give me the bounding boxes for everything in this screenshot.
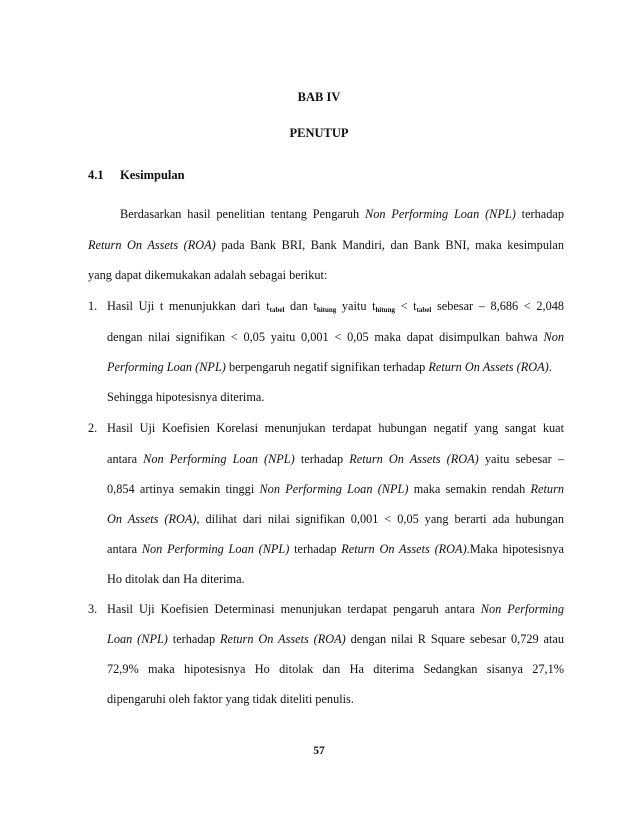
italic-term: Return	[530, 482, 564, 496]
intro-line-2	[88, 237, 564, 253]
text: berpengaruh negatif signifikan terhadap	[225, 360, 429, 374]
italic-term: Return On Assets (ROA)	[220, 632, 346, 646]
italic-term: Return On Assets (ROA)	[341, 542, 467, 556]
item3-line-3: 72,9% maka hipotesisnya Ho ditolak dan Ha diterima Sedangkan sisanya 27,1%	[107, 662, 564, 676]
list-number: 2.	[88, 421, 98, 435]
italic-term: Non	[543, 330, 564, 344]
text: maka semakin rendah	[408, 482, 531, 496]
text: antara	[107, 542, 142, 556]
text: yaitu sebesar –	[478, 452, 564, 466]
text: Hasil Uji Koefisien Determinasi menunjukan terdapat pengaruh antara	[107, 602, 481, 616]
text: dilihat dari nilai signifikan 0,001 < 0,05 yang berarti ada hubungan	[199, 512, 564, 526]
subscript: tabel	[416, 306, 432, 314]
italic-term: Non Performing Loan (NPL)	[143, 452, 295, 466]
text: .	[548, 360, 552, 374]
intro-line-1	[120, 206, 564, 222]
subscript: hitung	[316, 306, 337, 314]
text: sebesar – 8,686 < 2,048	[431, 299, 565, 313]
text: terhadap	[167, 632, 221, 646]
intro-line-3: yang dapat dikemukakan adalah sebagai berikut:	[88, 268, 328, 282]
item1-line-2	[107, 329, 564, 345]
italic-term: On Assets (ROA),	[107, 512, 200, 526]
subscript: hitung	[375, 306, 395, 314]
text: dan t	[284, 299, 317, 313]
item3-line-1	[107, 601, 564, 617]
item2-line-5	[107, 541, 564, 557]
section-number: 4.1	[88, 168, 104, 182]
chapter-heading: BAB IV	[297, 90, 341, 104]
text: terhadap	[289, 542, 342, 556]
chapter-title: PENUTUP	[289, 126, 349, 140]
italic-term: Non Performing Loan (NPL)	[365, 207, 516, 221]
text: terhadap	[515, 207, 564, 221]
text: 0,854 artinya semakin tinggi	[107, 482, 260, 496]
section-title: Kesimpulan	[120, 168, 185, 182]
item2-line-1: Hasil Uji Koefisien Korelasi menunjukan terdapat hubungan negatif yang sangat kuat	[107, 421, 564, 435]
text: < t	[394, 299, 417, 313]
item1-line-1	[107, 298, 564, 318]
item2-line-2	[107, 451, 564, 467]
text: terhadap	[294, 452, 350, 466]
list-number: 3.	[88, 602, 98, 616]
text: dengan nilai R Square sebesar 0,729 atau	[345, 632, 564, 646]
list-number: 1.	[88, 299, 98, 313]
italic-term: Loan (NPL)	[107, 632, 168, 646]
italic-term: Performing Loan (NPL)	[107, 360, 226, 374]
italic-term: Non Performing Loan (NPL)	[141, 542, 290, 556]
item1-line-4: Sehingga hipotesisnya diterima.	[107, 390, 265, 404]
text: dengan nilai signifikan < 0,05 yaitu 0,001 < 0,05 maka dapat disimpulkan bahwa	[107, 330, 544, 344]
italic-term: Return On Assets (ROA)	[428, 360, 549, 374]
item2-line-3	[107, 481, 564, 497]
italic-term: Return On Assets (ROA)	[349, 452, 479, 466]
item3-line-2	[107, 631, 564, 647]
italic-term: Non Performing	[480, 602, 564, 616]
text: Berdasarkan hasil penelitian tentang Pengaruh	[120, 207, 366, 221]
page-number: 57	[313, 745, 325, 757]
item2-line-6: Ho ditolak dan Ha diterima.	[107, 572, 245, 586]
item2-line-4	[107, 511, 564, 527]
italic-term: Return On Assets (ROA)	[88, 238, 216, 252]
text: Hasil Uji t menunjukkan dari t	[107, 299, 270, 313]
subscript: tabel	[269, 306, 285, 314]
text: yaitu t	[336, 299, 376, 313]
text: antara	[107, 452, 144, 466]
text: pada Bank BRI, Bank Mandiri, dan Bank BNI, maka kesimpulan	[215, 238, 564, 252]
item1-line-3	[107, 359, 564, 375]
section-heading	[88, 168, 185, 183]
text: .Maka hipotesisnya	[466, 542, 564, 556]
italic-term: Non Performing Loan (NPL)	[259, 482, 409, 496]
item3-line-4: dipengaruhi oleh faktor yang tidak diteliti penulis.	[107, 692, 354, 706]
